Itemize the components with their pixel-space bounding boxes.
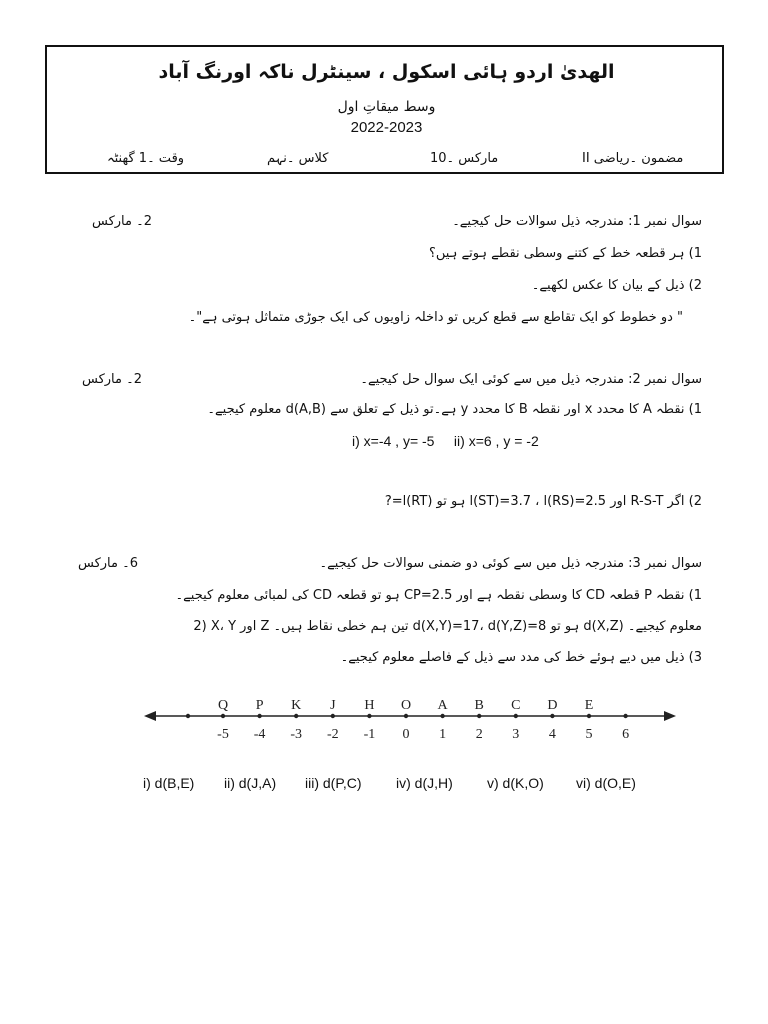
marks-label: مارکس ۔10: [430, 151, 499, 166]
number-line-number: 6: [622, 727, 630, 742]
number-line-point: [404, 714, 408, 718]
number-line-label: K: [291, 698, 302, 713]
number-line-point: [294, 714, 298, 718]
number-line-number: 0: [402, 727, 410, 742]
time-label: وقت ۔1 گھنٹہ: [107, 151, 185, 166]
right-arrow-icon: [664, 711, 676, 721]
number-line-number: 4: [548, 727, 556, 742]
number-line-point: [221, 714, 225, 718]
number-line-number: -1: [363, 727, 376, 742]
q1-title: سوال نمبر 1: مندرجہ ذیل سوالات حل کیجیے۔: [452, 214, 702, 229]
number-line-point: [440, 714, 444, 718]
number-line-number: 3: [512, 727, 520, 742]
number-line-number: 2: [475, 727, 483, 742]
distance-5: v) d(K,O): [487, 775, 544, 791]
number-line-number: 5: [585, 727, 593, 742]
q3-marks: 6۔ مارکس: [78, 556, 138, 571]
distance-6: vi) d(O,E): [576, 775, 636, 791]
number-line-number: 1: [439, 727, 447, 742]
number-line-label: Q: [217, 698, 229, 713]
number-line-label: P: [255, 698, 264, 713]
number-line-label: D: [547, 698, 558, 713]
q2-values: i) x=-4 , y= -5 ii) x=6 , y = -2: [352, 433, 539, 449]
number-line-point: [550, 714, 554, 718]
q3-item-2: 2) X، Y اور Z تین ہم خطی نقاط ہیں۔ d(X,Y)=17، d(Y,Z)=8 ہو تو d(X,Z) معلوم کیجیے۔: [193, 619, 702, 634]
q1-statement: " دو خطوط کو ایک تقاطع سے قطع کریں تو داخلہ زاویوں کی ایک جوڑی متماثل ہوتی ہے"۔: [188, 310, 683, 325]
number-line-label: B: [474, 698, 484, 713]
school-name: الھدیٰ اردو ہائی اسکول ، سینٹرل ناکہ اورنگ آباد: [158, 61, 615, 83]
number-line-point: [367, 714, 371, 718]
number-line-point: [623, 714, 627, 718]
number-line-label: J: [330, 698, 336, 713]
header-box: [45, 45, 724, 174]
number-line-number: -3: [290, 727, 303, 742]
exam-session: وسط میقاتِ اول: [337, 99, 436, 115]
distance-4: iv) d(J,H): [396, 775, 453, 791]
q2-item-2: 2) اگر R-S-T اور l(ST)=3.7 ، l(RS)=2.5 ہو تو l(RT)=?: [384, 494, 702, 509]
distance-1: i) d(B,E): [143, 775, 195, 791]
number-line-number: -5: [217, 727, 229, 742]
q3-title: سوال نمبر 3: مندرجہ ذیل میں سے کوئی دو ضمنی سوالات حل کیجیے۔: [319, 556, 702, 571]
q1-marks: 2۔ مارکس: [92, 214, 152, 229]
distance-2: ii) d(J,A): [224, 775, 277, 791]
number-line: [140, 694, 680, 748]
q1-item-2: 2) ذیل کے بیان کا عکس لکھیے۔: [531, 278, 702, 293]
q2-item-1: 1) نقطہ A کا محدد x اور نقطہ B کا محدد y ہے۔تو ذیل کے تعلق سے d(A,B) معلوم کیجیے۔: [207, 402, 702, 417]
number-line-point: [257, 714, 261, 718]
q2-marks: 2۔ مارکس: [82, 372, 142, 387]
number-line-label: H: [364, 698, 375, 713]
number-line-point: [514, 714, 518, 718]
q1-item-1: 1) ہر قطعہ خط کے کتنے وسطی نقطے ہوتے ہیں؟: [429, 246, 702, 261]
q2-title: سوال نمبر 2: مندرجہ ذیل میں سے کوئی ایک سوال حل کیجیے۔: [360, 372, 702, 387]
distance-3: iii) d(P,C): [305, 775, 362, 791]
number-line-label: A: [437, 698, 448, 713]
number-line-number: -4: [253, 727, 266, 742]
tick-dot-minus-6: [186, 714, 190, 718]
left-arrow-icon: [144, 711, 156, 721]
q3-item-1: 1) نقطہ P قطعہ CD کا وسطی نقطہ ہے اور CP=2.5 ہو تو قطعہ CD کی لمبائی معلوم کیجیے۔: [175, 588, 702, 603]
class-label: کلاس ۔نہم: [267, 151, 329, 166]
q3-item-3: 3) ذیل میں دیے ہوئے خط کی مدد سے ذیل کے فاصلے معلوم کیجیے۔: [340, 650, 702, 665]
number-line-label: E: [584, 698, 594, 713]
number-line-point: [587, 714, 591, 718]
subject-label: مضمون ۔ریاضی II: [582, 151, 684, 166]
number-line-label: O: [400, 698, 412, 713]
number-line-label: C: [511, 698, 521, 713]
number-line-point: [331, 714, 335, 718]
number-line-point: [477, 714, 481, 718]
number-line-number: -2: [326, 727, 339, 742]
academic-year: 2022-2023: [350, 119, 423, 136]
